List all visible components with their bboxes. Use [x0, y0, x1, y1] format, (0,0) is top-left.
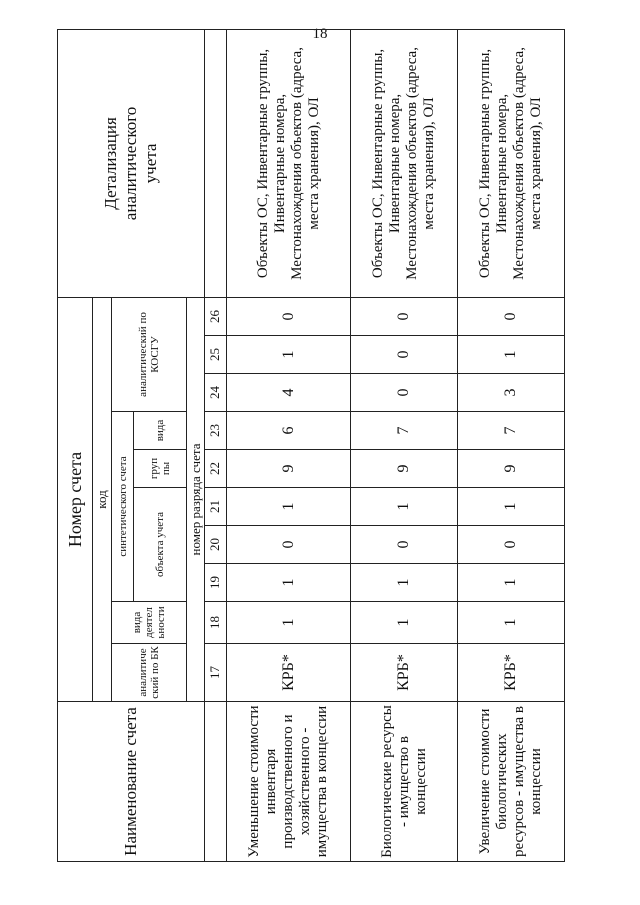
synthetic-header: синтетического счета: [112, 412, 133, 602]
analytical-bk-header: аналитиче ский по БК: [112, 644, 187, 702]
digit-17: 17: [205, 644, 226, 702]
digit-value: 0: [351, 336, 458, 374]
digit-value: 7: [458, 412, 565, 450]
detail-text: Объекты ОС, Инвентарные группы, Инвентарные номера, Местонахождения объектов (адреса, места хранения), ОЛ: [458, 29, 565, 297]
account-number-header: Номер счета: [58, 297, 93, 701]
account-object-header: объекта учета: [133, 488, 186, 602]
empty-cell: [205, 29, 226, 297]
activity-code: 1: [351, 602, 458, 644]
table-row: [351, 29, 458, 861]
digit-value: 9: [351, 450, 458, 488]
digit-number-row: [205, 29, 226, 861]
digit-value: 1: [458, 564, 565, 602]
digit-20: 20: [205, 526, 226, 564]
analytical-kosgu-header: аналитический по КОСГУ: [112, 297, 187, 411]
digit-23: 23: [205, 412, 226, 450]
digit-value: 9: [458, 450, 565, 488]
accounts-table: [57, 29, 565, 862]
digit-value: 1: [226, 564, 351, 602]
digit-18: 18: [205, 602, 226, 644]
digit-value: 9: [226, 450, 351, 488]
activity-type-header: вида деятел ьности: [112, 602, 187, 644]
digit-value: 0: [351, 297, 458, 335]
group-header: груп пы: [133, 450, 186, 488]
digit-value: 4: [226, 374, 351, 412]
digit-value: 1: [351, 488, 458, 526]
name-header: Наименование счета: [58, 702, 205, 862]
digit-value: 6: [226, 412, 351, 450]
rotated-table-container: [57, 32, 565, 862]
digit-value: 1: [226, 488, 351, 526]
kind-header: вида: [133, 412, 186, 450]
digit-26: 26: [205, 297, 226, 335]
account-name: Увеличение стоимости биологических ресурсов - имущества в концессии: [458, 702, 565, 862]
digit-value: 1: [351, 564, 458, 602]
activity-code: 1: [458, 602, 565, 644]
digit-value: 0: [351, 526, 458, 564]
table-row: [458, 29, 565, 861]
digit-25: 25: [205, 336, 226, 374]
account-name: Биологические ресурсы - имущество в концессии: [351, 702, 458, 862]
digit-value: 1: [458, 488, 565, 526]
digit-value: 7: [351, 412, 458, 450]
digit-value: 0: [226, 297, 351, 335]
digit-21: 21: [205, 488, 226, 526]
digit-22: 22: [205, 450, 226, 488]
detail-text: Объекты ОС, Инвентарные группы, Инвентарные номера, Местонахождения объектов (адреса, места хранения), ОЛ: [226, 29, 351, 297]
account-name: Уменьшение стоимости инвентаря производственного и хозяйственного - имущества в концессии: [226, 702, 351, 862]
page-number: 18: [312, 26, 328, 42]
detail-header: Детализация аналитического учета: [58, 29, 205, 297]
empty-cell: [205, 702, 226, 862]
bk-code: КРБ*: [351, 644, 458, 702]
digit-number-header: номер разряда счета: [187, 297, 205, 701]
bk-code: КРБ*: [458, 644, 565, 702]
digit-value: 0: [458, 297, 565, 335]
digit-value: 0: [351, 374, 458, 412]
digit-value: 3: [458, 374, 565, 412]
detail-text: Объекты ОС, Инвентарные группы, Инвентарные номера, Местонахождения объектов (адреса, места хранения), ОЛ: [351, 29, 458, 297]
table-row: [226, 29, 351, 861]
code-header: код: [93, 297, 112, 701]
bk-code: КРБ*: [226, 644, 351, 702]
digit-value: 1: [226, 336, 351, 374]
digit-value: 0: [226, 526, 351, 564]
digit-24: 24: [205, 374, 226, 412]
digit-value: 1: [458, 336, 565, 374]
digit-19: 19: [205, 564, 226, 602]
digit-value: 0: [458, 526, 565, 564]
activity-code: 1: [226, 602, 351, 644]
